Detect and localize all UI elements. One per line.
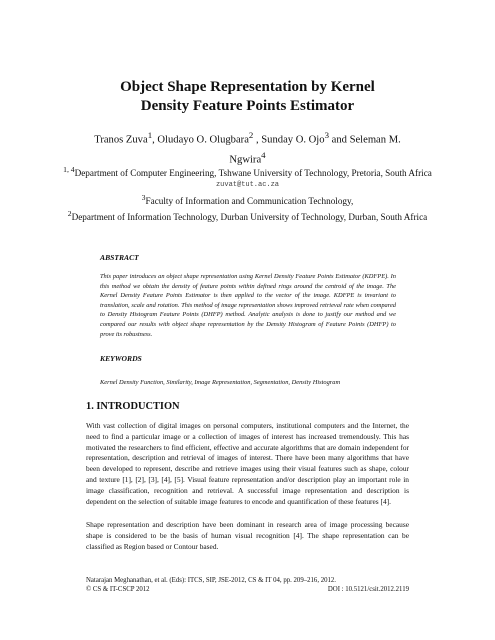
author-name: Sunday O. Ojo xyxy=(261,134,325,146)
footer-copyright: © CS & IT-CSCP 2012 xyxy=(86,586,150,593)
affiliation-2: $^3$Faculty of Information and Communication Technology, xyxy=(141,192,354,206)
author-email: zuvat@tut.ac.za xyxy=(215,180,279,189)
keywords-heading: KEYWORDS xyxy=(100,354,142,363)
section-heading-introduction: 1. INTRODUCTION xyxy=(86,401,180,412)
page-footer xyxy=(86,576,409,594)
author-list: Tranos Zuva$^1$, Oludayo O. Olugbara$^2$ , Sunday O. Ojo$^3$ and Seleman M. Ngwira$^4$ xyxy=(94,130,401,166)
author-sup: 1 xyxy=(147,130,153,140)
title-line-2: Density Feature Points Estimator xyxy=(140,98,355,114)
paper-title xyxy=(0,78,495,116)
intro-paragraph-2: Shape representation and description have been dominant in research area of image processing because shape is considered to be the basis of human visual recognition [4]. The shape representation can be classified as Region based or Contour based. xyxy=(86,520,409,551)
author-name: Seleman M. Ngwira xyxy=(229,134,401,166)
author-sup: 4 xyxy=(261,149,266,160)
abstract-heading: ABSTRACT xyxy=(100,253,139,262)
author-sup: 3 xyxy=(324,130,329,140)
affiliation-1: $^{1, 4}$Department of Computer Engineering, Tshwane University of Technology, Pretoria, South Africa xyxy=(63,165,432,179)
footer-doi: DOI : 10.5121/csit.2012.2119 xyxy=(327,586,409,593)
footer-citation: Natarajan Meghanathan, et al. (Eds): ITCS, SIP, JSE-2012, CS & IT 04, pp. 209–216, 2012. xyxy=(86,577,337,584)
title-line-1: Object Shape Representation by Kernel xyxy=(120,79,375,95)
author-sup: 2 xyxy=(248,130,254,140)
intro-paragraph-1: With vast collection of digital images on personal computers, institutional computers and the Internet, the need to find a particular image or a collection of images of interest has increased tremendously. This has motivated the researchers to find efficient, effective and accurate algorithms that are domain independent for representation, description and retrieval of images of interest. There have been many algorithms that have been developed to represent, describe and retrieve images using their visual features such as shape, colour and texture [1], [2], [3], [4], [5]. Visual feature representation and/or description play an important role in image classification, recognition and retrieval. A successful image representation and description is dependent on the selection of suitable image features to encode and quantification of these features [4]. xyxy=(86,421,409,506)
author-name: Tranos Zuva xyxy=(94,134,148,146)
affiliation-block xyxy=(60,164,435,223)
affiliation-3: $^2$Department of Information Technology, Durban University of Technology, Durban, South Africa xyxy=(67,208,428,222)
author-name: Oludayo O. Olugbara xyxy=(157,134,249,146)
keywords-text: Kernel Density Function, Similarity, Image Representation, Segmentation, Density Histogram xyxy=(100,379,341,386)
abstract-text: This paper introduces an object shape representation using Kernel Density Feature Points Estimator (KDFPE). In this method we obtain the density of feature points within defined rings around the centroid of the image. The Kernel Density Feature Points Estimator is then applied to the vector of the image. KDFPE is invariant to translation, scale and rotation. This method of image representation shows improved retrieval rate when compared to Density Histogram Feature Points (DHFP) method. Analytic analysis is done to justify our method and we compared our results with object shape representation by the Density Histogram of Feature Points (DHFP) to prove its robustness. xyxy=(100,273,396,338)
